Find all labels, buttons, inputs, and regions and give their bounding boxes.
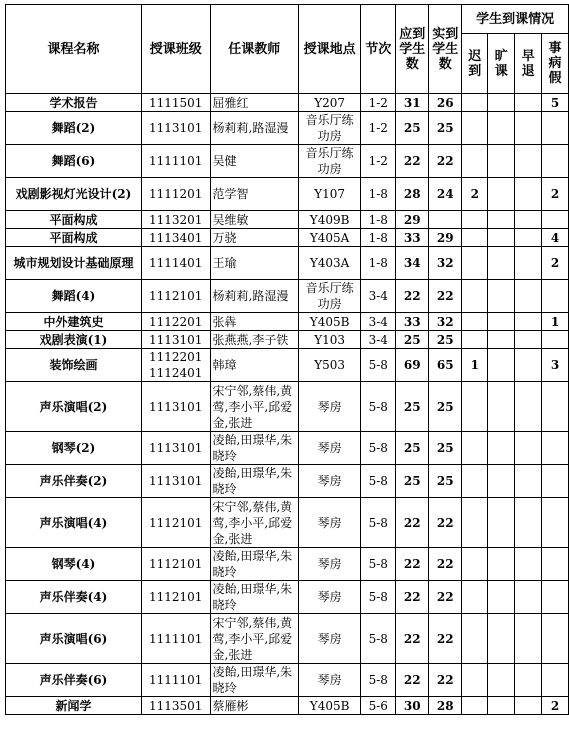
table-row: [6, 229, 569, 247]
cell-class: 1112101: [141, 280, 210, 313]
cell-teacher: 张燕燕,李子铁: [210, 331, 298, 349]
cell-late: [462, 229, 488, 247]
cell-leave: [542, 112, 569, 145]
table-row: [6, 112, 569, 145]
cell-absent: [488, 331, 515, 349]
cell-location: 琴房: [298, 581, 360, 614]
cell-absent: [488, 498, 515, 548]
cell-session: 1-8: [361, 178, 396, 211]
cell-course: 新闻学: [6, 697, 142, 715]
cell-leave: [542, 548, 569, 581]
cell-course: 钢琴(4): [6, 548, 142, 581]
cell-leave: [542, 211, 569, 229]
cell-early: [515, 178, 542, 211]
cell-leave: [542, 382, 569, 432]
cell-session: 5-8: [361, 432, 396, 465]
cell-course: 舞蹈(4): [6, 280, 142, 313]
cell-location: 琴房: [298, 432, 360, 465]
cell-expected: 34: [396, 247, 429, 280]
cell-leave: 2: [542, 247, 569, 280]
cell-actual: 22: [429, 498, 462, 548]
cell-location: 音乐厅练功房: [298, 145, 360, 178]
cell-teacher: 王瑜: [210, 247, 298, 280]
cell-leave: 2: [542, 178, 569, 211]
cell-late: [462, 94, 488, 112]
cell-session: 1-2: [361, 145, 396, 178]
cell-absent: [488, 178, 515, 211]
cell-location: Y103: [298, 331, 360, 349]
cell-location: 琴房: [298, 664, 360, 697]
cell-early: [515, 211, 542, 229]
header-course: 课程名称: [6, 5, 142, 94]
cell-leave: 2: [542, 697, 569, 715]
cell-late: [462, 432, 488, 465]
cell-early: [515, 145, 542, 178]
cell-class: 1113201: [141, 211, 210, 229]
cell-teacher: 蔡雁彬: [210, 697, 298, 715]
cell-actual: 25: [429, 112, 462, 145]
cell-absent: [488, 382, 515, 432]
cell-early: [515, 247, 542, 280]
cell-class: 1111101: [141, 614, 210, 664]
cell-class: 1111201: [141, 178, 210, 211]
cell-absent: [488, 94, 515, 112]
cell-expected: 33: [396, 229, 429, 247]
header-absent: 旷课: [488, 34, 515, 94]
table-row: [6, 465, 569, 498]
cell-absent: [488, 247, 515, 280]
cell-session: 5-8: [361, 382, 396, 432]
table-row: [6, 331, 569, 349]
cell-leave: 3: [542, 349, 569, 382]
cell-teacher: 万骁: [210, 229, 298, 247]
cell-teacher: 屈雅红: [210, 94, 298, 112]
cell-teacher: 凌飴,田璟华,朱晓玲: [210, 548, 298, 581]
cell-actual: 22: [429, 280, 462, 313]
cell-absent: [488, 280, 515, 313]
cell-class: 1111401: [141, 247, 210, 280]
attendance-table: [5, 4, 569, 715]
cell-location: Y405B: [298, 313, 360, 331]
cell-teacher: 宋宁邻,蔡伟,黄莺,李小平,邱爱金,张进: [210, 498, 298, 548]
table-row: [6, 614, 569, 664]
cell-teacher: 宋宁邻,蔡伟,黄莺,李小平,邱爱金,张进: [210, 382, 298, 432]
cell-early: [515, 664, 542, 697]
cell-location: 音乐厅练功房: [298, 112, 360, 145]
cell-course: 声乐演唱(6): [6, 614, 142, 664]
cell-late: 1: [462, 349, 488, 382]
cell-late: [462, 211, 488, 229]
cell-late: [462, 498, 488, 548]
cell-expected: 22: [396, 614, 429, 664]
cell-class: 1111101: [141, 145, 210, 178]
cell-leave: 5: [542, 94, 569, 112]
cell-class: 1113101: [141, 432, 210, 465]
cell-location: 琴房: [298, 614, 360, 664]
cell-absent: [488, 465, 515, 498]
cell-absent: [488, 112, 515, 145]
table-row: [6, 211, 569, 229]
cell-course: 平面构成: [6, 211, 142, 229]
cell-actual: 24: [429, 178, 462, 211]
cell-course: 声乐演唱(4): [6, 498, 142, 548]
cell-teacher: 吴健: [210, 145, 298, 178]
cell-expected: 22: [396, 145, 429, 178]
cell-late: [462, 280, 488, 313]
cell-expected: 22: [396, 664, 429, 697]
cell-absent: [488, 349, 515, 382]
cell-course: 戏剧影视灯光设计(2): [6, 178, 142, 211]
table-row: [6, 498, 569, 548]
cell-expected: 22: [396, 280, 429, 313]
cell-class: 1112101: [141, 498, 210, 548]
cell-early: [515, 331, 542, 349]
header-early: 早退: [515, 34, 542, 94]
cell-session: 3-4: [361, 313, 396, 331]
cell-actual: 26: [429, 94, 462, 112]
cell-session: 1-2: [361, 94, 396, 112]
cell-leave: 1: [542, 313, 569, 331]
cell-early: [515, 382, 542, 432]
cell-session: 5-8: [361, 664, 396, 697]
table-row: [6, 247, 569, 280]
cell-actual: [429, 211, 462, 229]
table-row: [6, 178, 569, 211]
cell-teacher: 凌飴,田璟华,朱晓玲: [210, 581, 298, 614]
cell-expected: 22: [396, 581, 429, 614]
cell-late: [462, 313, 488, 331]
cell-early: [515, 94, 542, 112]
cell-class: 1111501: [141, 94, 210, 112]
table-row: [6, 145, 569, 178]
cell-late: [462, 697, 488, 715]
table-row: [6, 382, 569, 432]
cell-session: 3-4: [361, 331, 396, 349]
cell-actual: 32: [429, 313, 462, 331]
cell-session: 1-8: [361, 229, 396, 247]
header-expected: 应到学生数: [396, 5, 429, 94]
cell-actual: 29: [429, 229, 462, 247]
cell-teacher: 韩璋: [210, 349, 298, 382]
cell-late: 2: [462, 178, 488, 211]
cell-course: 声乐演唱(2): [6, 382, 142, 432]
cell-location: Y405A: [298, 229, 360, 247]
cell-class: 1113101: [141, 331, 210, 349]
cell-location: 琴房: [298, 382, 360, 432]
cell-teacher: 杨莉莉,路湿漫: [210, 280, 298, 313]
cell-class: 1111101: [141, 664, 210, 697]
cell-location: Y503: [298, 349, 360, 382]
cell-expected: 28: [396, 178, 429, 211]
cell-class: 1113101: [141, 112, 210, 145]
cell-early: [515, 349, 542, 382]
cell-late: [462, 548, 488, 581]
cell-absent: [488, 145, 515, 178]
cell-expected: 29: [396, 211, 429, 229]
table-row: [6, 313, 569, 331]
cell-leave: [542, 331, 569, 349]
cell-course: 学术报告: [6, 94, 142, 112]
cell-early: [515, 697, 542, 715]
cell-expected: 33: [396, 313, 429, 331]
cell-course: 声乐伴奏(6): [6, 664, 142, 697]
cell-early: [515, 548, 542, 581]
cell-session: 5-8: [361, 498, 396, 548]
cell-class: 1113501: [141, 697, 210, 715]
cell-session: 3-4: [361, 280, 396, 313]
cell-location: Y409B: [298, 211, 360, 229]
cell-course: 声乐伴奏(2): [6, 465, 142, 498]
cell-teacher: 宋宁邻,蔡伟,黄莺,李小平,邱爱金,张进: [210, 614, 298, 664]
cell-leave: [542, 145, 569, 178]
cell-late: [462, 382, 488, 432]
table-row: [6, 581, 569, 614]
header-attendance: 学生到课情况: [462, 5, 569, 34]
cell-teacher: 吴维敏: [210, 211, 298, 229]
cell-course: 戏剧表演(1): [6, 331, 142, 349]
cell-course: 钢琴(2): [6, 432, 142, 465]
cell-actual: 22: [429, 145, 462, 178]
cell-class: 1113401: [141, 229, 210, 247]
cell-absent: [488, 697, 515, 715]
cell-absent: [488, 313, 515, 331]
header-late: 迟到: [462, 34, 488, 94]
table-row: [6, 432, 569, 465]
cell-session: 5-8: [361, 581, 396, 614]
cell-leave: [542, 432, 569, 465]
cell-teacher: 范学智: [210, 178, 298, 211]
cell-location: 琴房: [298, 498, 360, 548]
cell-actual: 22: [429, 614, 462, 664]
cell-expected: 22: [396, 548, 429, 581]
cell-leave: [542, 498, 569, 548]
cell-absent: [488, 664, 515, 697]
cell-class: 1112201: [141, 313, 210, 331]
cell-location: Y403A: [298, 247, 360, 280]
cell-class: 1112101: [141, 581, 210, 614]
cell-course: 中外建筑史: [6, 313, 142, 331]
table-row: [6, 548, 569, 581]
cell-session: 5-8: [361, 614, 396, 664]
cell-session: 5-8: [361, 548, 396, 581]
cell-session: 1-2: [361, 112, 396, 145]
cell-actual: 25: [429, 331, 462, 349]
table-row: [6, 94, 569, 112]
cell-actual: 25: [429, 465, 462, 498]
cell-actual: 25: [429, 382, 462, 432]
cell-absent: [488, 614, 515, 664]
cell-location: 琴房: [298, 548, 360, 581]
cell-absent: [488, 581, 515, 614]
table-body: [6, 94, 569, 715]
cell-class: 1112201 1112401: [141, 349, 210, 382]
cell-course: 装饰绘画: [6, 349, 142, 382]
cell-expected: 22: [396, 498, 429, 548]
cell-actual: 22: [429, 664, 462, 697]
cell-actual: 22: [429, 548, 462, 581]
cell-location: Y207: [298, 94, 360, 112]
cell-leave: [542, 465, 569, 498]
cell-course: 声乐伴奏(4): [6, 581, 142, 614]
cell-early: [515, 313, 542, 331]
cell-course: 城市规划设计基础原理: [6, 247, 142, 280]
cell-teacher: 凌飴,田璟华,朱晓玲: [210, 465, 298, 498]
cell-early: [515, 432, 542, 465]
header-session: 节次: [361, 5, 396, 94]
cell-late: [462, 331, 488, 349]
cell-late: [462, 614, 488, 664]
cell-actual: 25: [429, 432, 462, 465]
cell-late: [462, 664, 488, 697]
cell-location: Y107: [298, 178, 360, 211]
cell-course: 舞蹈(2): [6, 112, 142, 145]
cell-actual: 65: [429, 349, 462, 382]
cell-class: 1113101: [141, 382, 210, 432]
cell-early: [515, 112, 542, 145]
cell-expected: 25: [396, 432, 429, 465]
cell-teacher: 凌飴,田璟华,朱晓玲: [210, 664, 298, 697]
cell-absent: [488, 211, 515, 229]
cell-location: 音乐厅练功房: [298, 280, 360, 313]
cell-session: 1-8: [361, 247, 396, 280]
header-location: 授课地点: [298, 5, 360, 94]
cell-expected: 25: [396, 331, 429, 349]
table-row: [6, 697, 569, 715]
cell-late: [462, 145, 488, 178]
header-actual: 实到学生数: [429, 5, 462, 94]
cell-course: 平面构成: [6, 229, 142, 247]
header-teacher: 任课教师: [210, 5, 298, 94]
cell-teacher: 凌飴,田璟华,朱晓玲: [210, 432, 298, 465]
cell-early: [515, 614, 542, 664]
cell-expected: 69: [396, 349, 429, 382]
cell-session: 5-6: [361, 697, 396, 715]
cell-late: [462, 112, 488, 145]
cell-expected: 31: [396, 94, 429, 112]
table-row: [6, 664, 569, 697]
cell-location: 琴房: [298, 465, 360, 498]
cell-expected: 30: [396, 697, 429, 715]
cell-expected: 25: [396, 112, 429, 145]
cell-class: 1113101: [141, 465, 210, 498]
cell-early: [515, 280, 542, 313]
header-class: 授课班级: [141, 5, 210, 94]
header-leave: 事病假: [542, 34, 569, 94]
cell-location: Y405B: [298, 697, 360, 715]
cell-late: [462, 465, 488, 498]
table-row: [6, 280, 569, 313]
cell-session: 5-8: [361, 465, 396, 498]
table-row: [6, 349, 569, 382]
cell-early: [515, 229, 542, 247]
cell-teacher: 张犇: [210, 313, 298, 331]
cell-absent: [488, 432, 515, 465]
cell-expected: 25: [396, 382, 429, 432]
cell-teacher: 杨莉莉,路湿漫: [210, 112, 298, 145]
cell-leave: [542, 280, 569, 313]
cell-leave: [542, 614, 569, 664]
cell-absent: [488, 229, 515, 247]
cell-actual: 22: [429, 581, 462, 614]
cell-leave: 4: [542, 229, 569, 247]
cell-course: 舞蹈(6): [6, 145, 142, 178]
cell-late: [462, 247, 488, 280]
cell-expected: 25: [396, 465, 429, 498]
cell-early: [515, 581, 542, 614]
cell-actual: 32: [429, 247, 462, 280]
cell-leave: [542, 664, 569, 697]
cell-session: 1-8: [361, 211, 396, 229]
cell-actual: 28: [429, 697, 462, 715]
cell-leave: [542, 581, 569, 614]
cell-absent: [488, 548, 515, 581]
cell-session: 5-8: [361, 349, 396, 382]
cell-early: [515, 465, 542, 498]
cell-class: 1112101: [141, 548, 210, 581]
cell-early: [515, 498, 542, 548]
cell-late: [462, 581, 488, 614]
